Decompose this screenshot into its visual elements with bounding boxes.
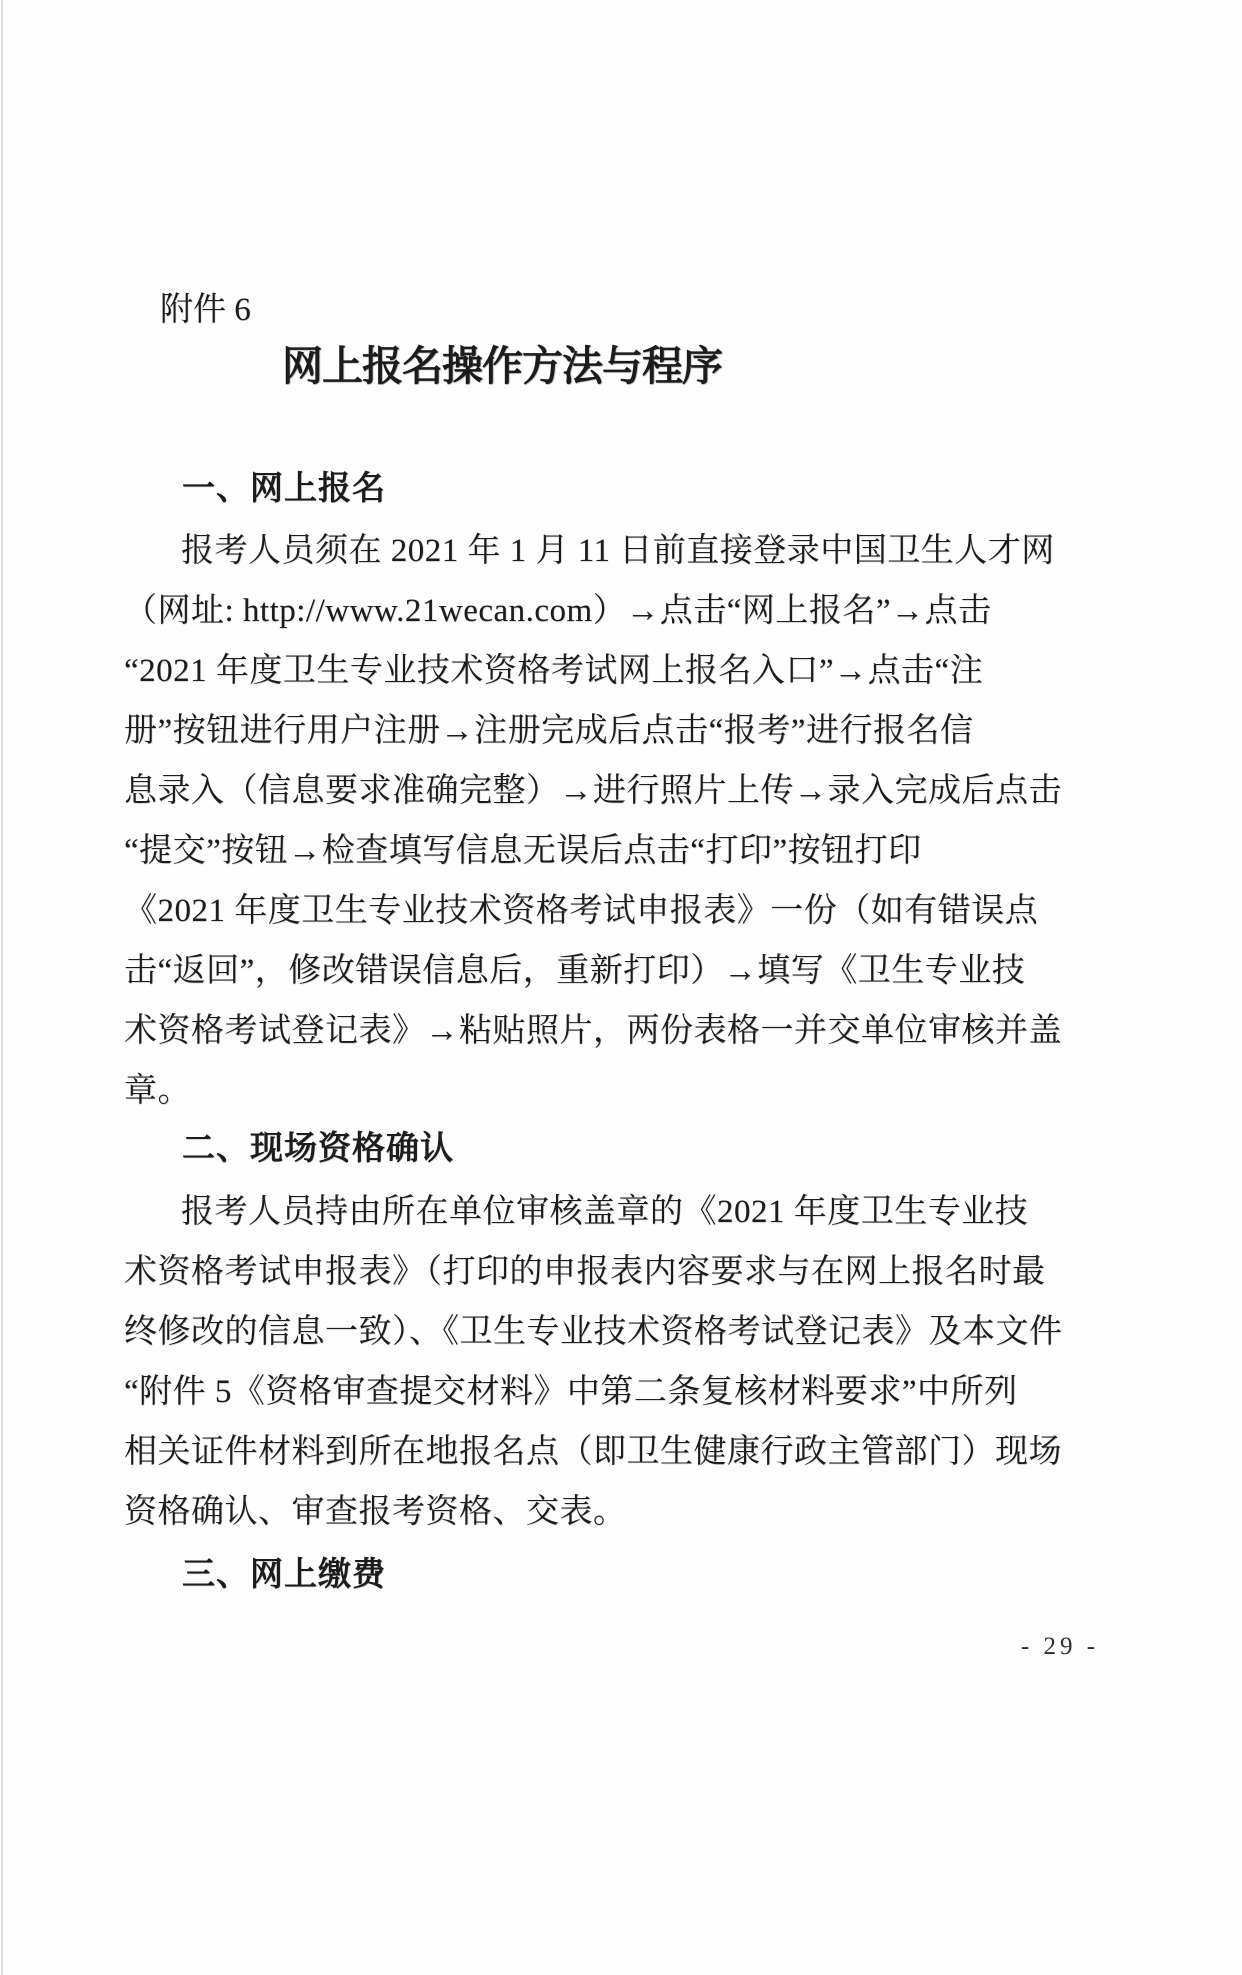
text-line: 《2021 年度卫生专业技术资格考试申报表》一份（如有错误点	[124, 893, 1039, 929]
page-left-edge-line	[1, 0, 3, 1975]
page-number: - 29 -	[1020, 1633, 1100, 1660]
section-heading-online-payment: 三、网上缴费	[182, 1555, 386, 1592]
text-line: 资格确认、审查报考资格、交表。	[124, 1494, 627, 1530]
paragraph-onsite-qualification	[124, 1182, 1108, 1542]
text-line: 终修改的信息一致）、《卫生专业技术资格考试登记表》及本文件	[124, 1314, 1063, 1350]
paragraph-online-registration	[124, 521, 1108, 1121]
text-line: 术资格考试登记表》→粘贴照片，两份表格一并交单位审核并盖	[124, 1013, 1062, 1049]
text-line: 册”按钮进行用户注册→注册完成后点击“报考”进行报名信	[124, 713, 974, 749]
text-line: “附件 5《资格审查提交材料》中第二条复核材料要求”中所列	[124, 1374, 1018, 1410]
document-title: 网上报名操作方法与程序	[282, 343, 722, 389]
text-line: 术资格考试申报表》（打印的申报表内容要求与在网上报名时最	[124, 1254, 1046, 1290]
section-heading-onsite-qualification: 二、现场资格确认	[182, 1129, 454, 1166]
text-line: 报考人员须在 2021 年 1 月 11 日前直接登录中国卫生人才网	[181, 533, 1055, 569]
text-line: 报考人员持由所在单位审核盖章的《2021 年度卫生专业技	[181, 1194, 1029, 1230]
text-line: 相关证件材料到所在地报名点（即卫生健康行政主管部门）现场	[124, 1434, 1062, 1470]
text-line: “提交”按钮→检查填写信息无误后点击“打印”按钮打印	[124, 833, 922, 869]
text-line: 章。	[124, 1073, 191, 1109]
attachment-label: 附件 6	[160, 292, 251, 328]
text-line: 息录入（信息要求准确完整）→进行照片上传→录入完成后点击	[124, 773, 1062, 809]
text-line: “2021 年度卫生专业技术资格考试网上报名入口”→点击“注	[124, 653, 984, 689]
section-heading-online-registration: 一、网上报名	[182, 469, 386, 506]
text-line: （网址: http://www.21wecan.com）→点击“网上报名”→点击	[124, 593, 992, 629]
text-line: 击“返回”，修改错误信息后，重新打印）→填写《卫生专业技	[124, 953, 1026, 989]
